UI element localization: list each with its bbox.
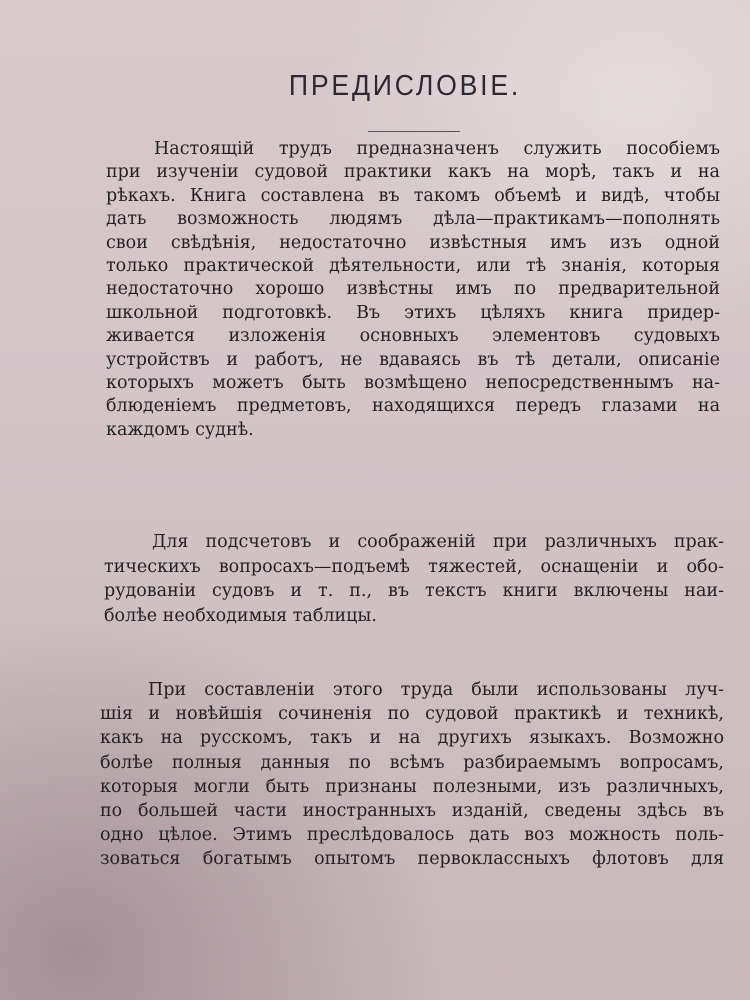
text-line: каждомъ суднѣ. (106, 419, 254, 440)
text-line: зоваться богатымъ опытомъ первоклассныхъ флотовъ для (100, 849, 724, 870)
title-rule (368, 131, 460, 132)
text-line: блюденіемъ предметовъ, находящихся передъ глазами на (106, 396, 720, 417)
text-line: рѣкахъ. Книга составлена въ такомъ объемѣ и видѣ, чтобы (106, 185, 720, 206)
paragraph-1 (106, 138, 720, 442)
text-line: устройствъ и работъ, не вдаваясь въ тѣ детали, описаніе (106, 349, 720, 370)
text-line: при изученіи судовой практики какъ на морѣ, такъ и на (106, 162, 720, 183)
text-line: болѣе полныя данныя по всѣмъ разбираемымъ вопросамъ, (100, 752, 724, 773)
text-line: по большей части иностранныхъ изданій, сведены здѣсь въ (100, 801, 724, 822)
paragraph-3 (100, 678, 724, 872)
text-line: болѣе необходимыя таблицы. (104, 605, 377, 626)
text-line: живается изложенія основныхъ элементовъ судовыхъ (106, 326, 720, 347)
text-line: При составленіи этого труда были использованы луч- (148, 680, 724, 700)
text-line: свои свѣдѣнія, недостаточно извѣстныя имъ изъ одной (106, 232, 720, 253)
text-line: только практической дѣятельности, или тѣ знанія, которыя (106, 256, 720, 277)
text-line: какъ на русскомъ, такъ и на другихъ языкахъ. Возможно (100, 728, 724, 749)
text-line: недостаточно хорошо извѣстны имъ по предварительной (106, 279, 720, 300)
paragraph-2 (104, 530, 724, 628)
text-line: Для подсчетовъ и соображеній при различныхъ прак- (152, 532, 724, 552)
text-line: рудованіи судовъ и т. п., въ текстъ книги включены наи- (104, 581, 724, 601)
text-line: тическихъ вопросахъ—подъемѣ тяжестей, оснащеніи и обо- (104, 556, 724, 577)
text-line: которыя могли быть признаны полезными, изъ различныхъ, (100, 776, 724, 797)
text-line: школьной подготовкѣ. Въ этихъ цѣляхъ книга придер- (106, 302, 720, 323)
page-title: ПРЕДИСЛОВІЕ. (288, 70, 522, 102)
text-line: одно цѣлое. Этимъ преслѣдовалось дать воз можность поль- (100, 825, 724, 846)
text-line: которыхъ можетъ быть возмѣщено непосредственнымъ на- (106, 373, 720, 394)
text-line: дать возможность людямъ дѣла—практикамъ—пополнять (106, 209, 720, 230)
text-line: шія и новѣйшія сочиненія по судовой практикѣ и техникѣ, (100, 704, 724, 725)
text-line: Настоящій трудъ предназначенъ служить пособіемъ (154, 139, 720, 159)
